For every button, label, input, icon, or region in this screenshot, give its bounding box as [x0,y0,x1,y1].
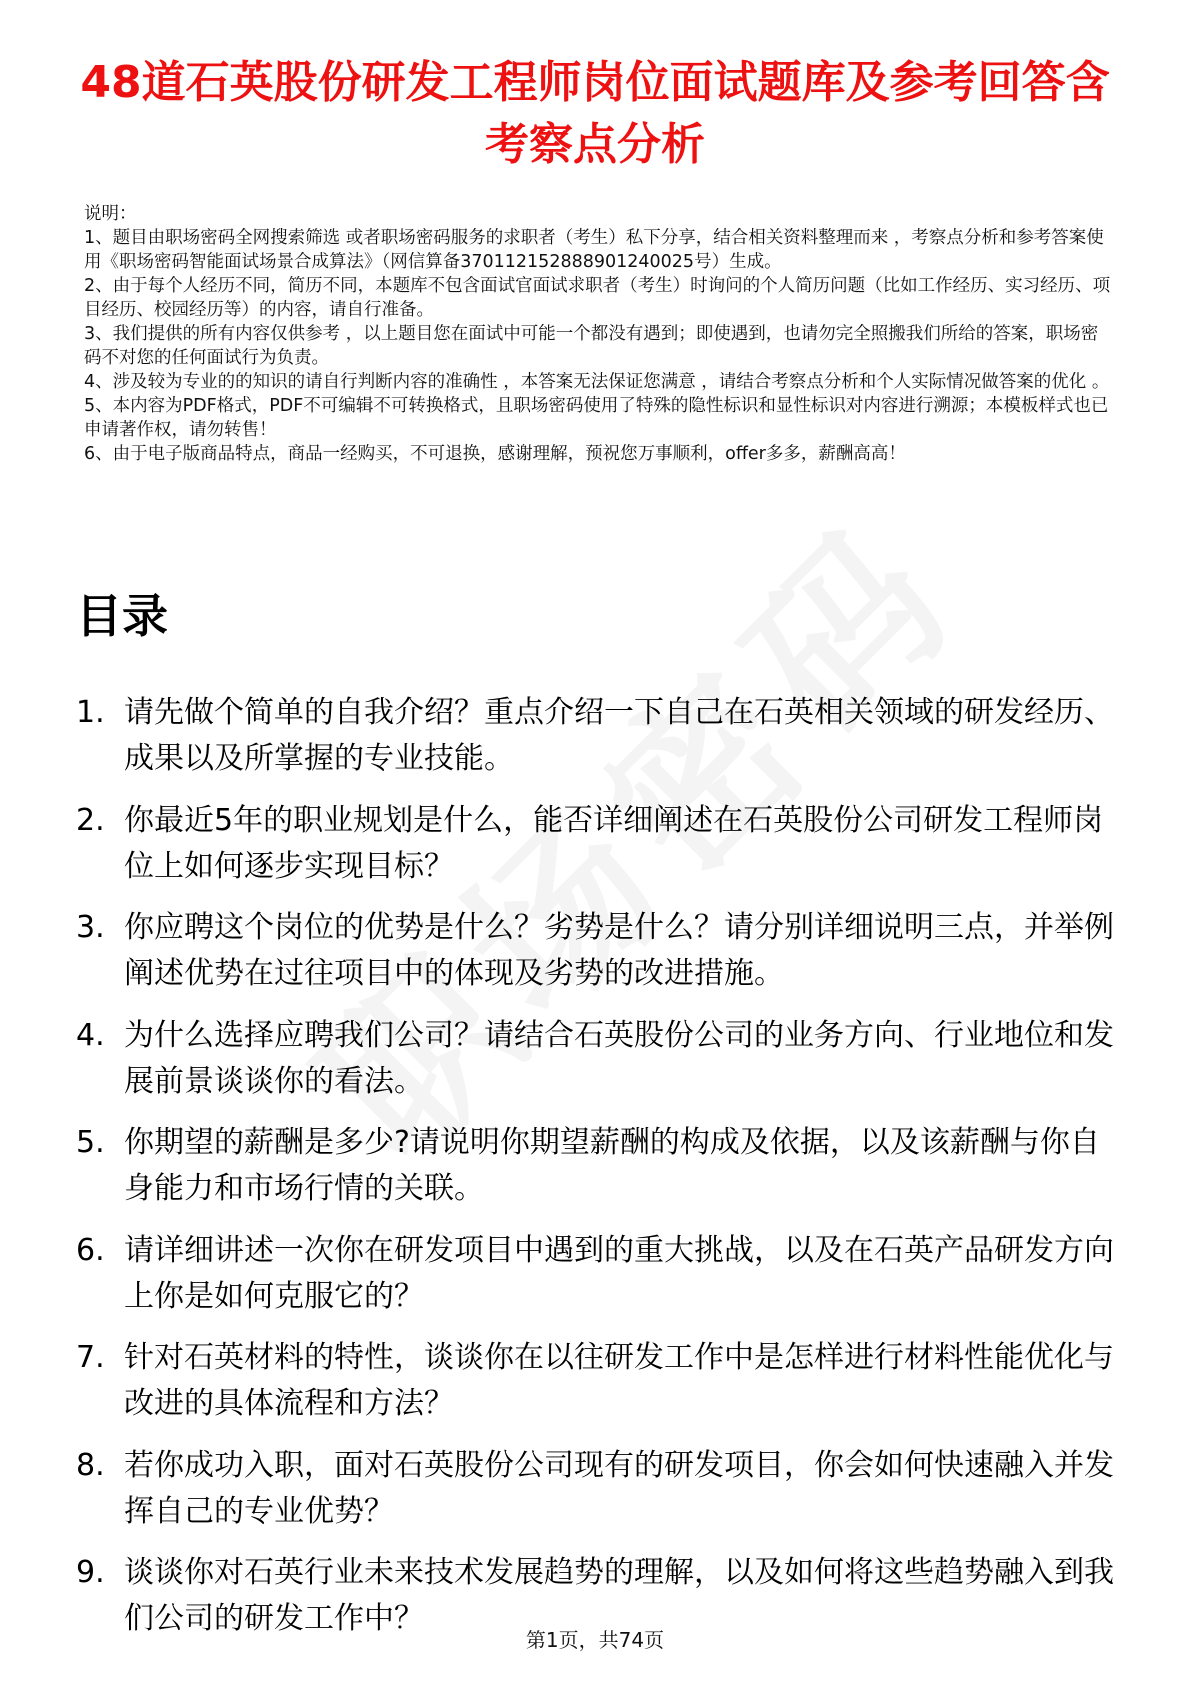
toc-item-number: 2. [76,802,105,838]
toc-item-text: 为什么选择应聘我们公司？请结合石英股份公司的业务方向、行业地位和发展前景谈谈你的看法。 [124,1017,1114,1099]
toc-item[interactable] [76,1120,1126,1212]
note-item: 2、由于每个人经历不同，简历不同，本题库不包含面试官面试求职者（考生）时询问的个人简历问题（比如工作经历、实习经历、项目经历、校园经历等）的内容，请自行准备。 [84,276,1111,320]
toc-item-text: 你期望的薪酬是多少?请说明你期望薪酬的构成及依据，以及该薪酬与你自身能力和市场行情的关联。 [124,1125,1100,1206]
toc-item-number: 6. [76,1232,105,1268]
toc-item-text: 你最近5年的职业规划是什么，能否详细阐述在石英股份公司研发工程师岗位上如何逐步实现目标？ [124,802,1104,884]
toc-item[interactable] [76,1013,1126,1105]
toc-item[interactable] [76,1228,1126,1320]
toc-item-text: 若你成功入职，面对石英股份公司现有的研发项目，你会如何快速融入并发挥自己的专业优势？ [124,1447,1114,1529]
document-title: 48道石英股份研发工程师岗位面试题库及参考回答含考察点分析 [80,57,1110,170]
toc-item[interactable] [76,905,1126,997]
toc-item[interactable] [76,1443,1126,1535]
toc-item-text: 请详细讲述一次你在研发项目中遇到的重大挑战，以及在石英产品研发方向上你是如何克服它的？ [124,1232,1114,1314]
note-item: 4、涉及较为专业的的知识的请自行判断内容的准确性 ，本答案无法保证您满意 ，请结合考察点分析和个人实际情况做答案的优化 。 [84,372,1110,392]
toc-item[interactable] [76,798,1126,890]
toc-heading: 目录 [76,589,168,643]
toc-item-number: 4. [76,1017,105,1053]
toc-item-text: 你应聘这个岗位的优势是什么？劣势是什么？请分别详细说明三点，并举例阐述优势在过往项目中的体现及劣势的改进措施。 [124,910,1114,991]
toc-item-number: 7. [76,1340,105,1375]
note-item: 5、本内容为PDF格式，PDF不可编辑不可转换格式，且职场密码使用了特殊的隐性标识和显性标识对内容进行溯源；本模板样式也已申请著作权，请勿转售！ [84,396,1109,440]
toc-item-number: 1. [76,695,105,730]
page-footer: 第1页，共74页 [525,1628,665,1652]
toc-item[interactable] [76,690,1126,782]
toc-item-number: 9. [76,1555,105,1590]
toc-item-number: 3. [76,910,105,945]
table-of-contents [76,690,1126,1658]
note-item: 3、我们提供的所有内容仅供参考 ，以上题目您在面试中可能一个都没有遇到；即使遇到，也请勿完全照搬我们所给的答案，职场密码不对您的任何面试行为负责。 [84,324,1099,368]
notes-heading: 说明： [84,204,137,224]
toc-item-number: 5. [76,1125,105,1160]
toc-item-text: 针对石英材料的特性，谈谈你在以往研发工作中是怎样进行材料性能优化与改进的具体流程和方法？ [124,1340,1114,1421]
disclaimer-notes [84,202,1114,466]
toc-item-text: 请先做个简单的自我介绍？重点介绍一下自己在石英相关领域的研发经历、成果以及所掌握的专业技能。 [124,695,1114,776]
note-item: 1、题目由职场密码全网搜索筛选 或者职场密码服务的求职者（考生）私下分享，结合相关资料整理而来 ，考察点分析和参考答案使用《职场密码智能面试场景合成算法》（网信算备370112152888901240025号）生成。 [84,228,1104,272]
note-item: 6、由于电子版商品特点，商品一经购买，不可退换，感谢理解，预祝您万事顺利，offer多多，薪酬高高！ [84,444,906,464]
toc-item[interactable] [76,1335,1126,1427]
toc-item-number: 8. [76,1447,105,1483]
toc-item-text: 谈谈你对石英行业未来技术发展趋势的理解，以及如何将这些趋势融入到我们公司的研发工作中？ [124,1555,1114,1636]
